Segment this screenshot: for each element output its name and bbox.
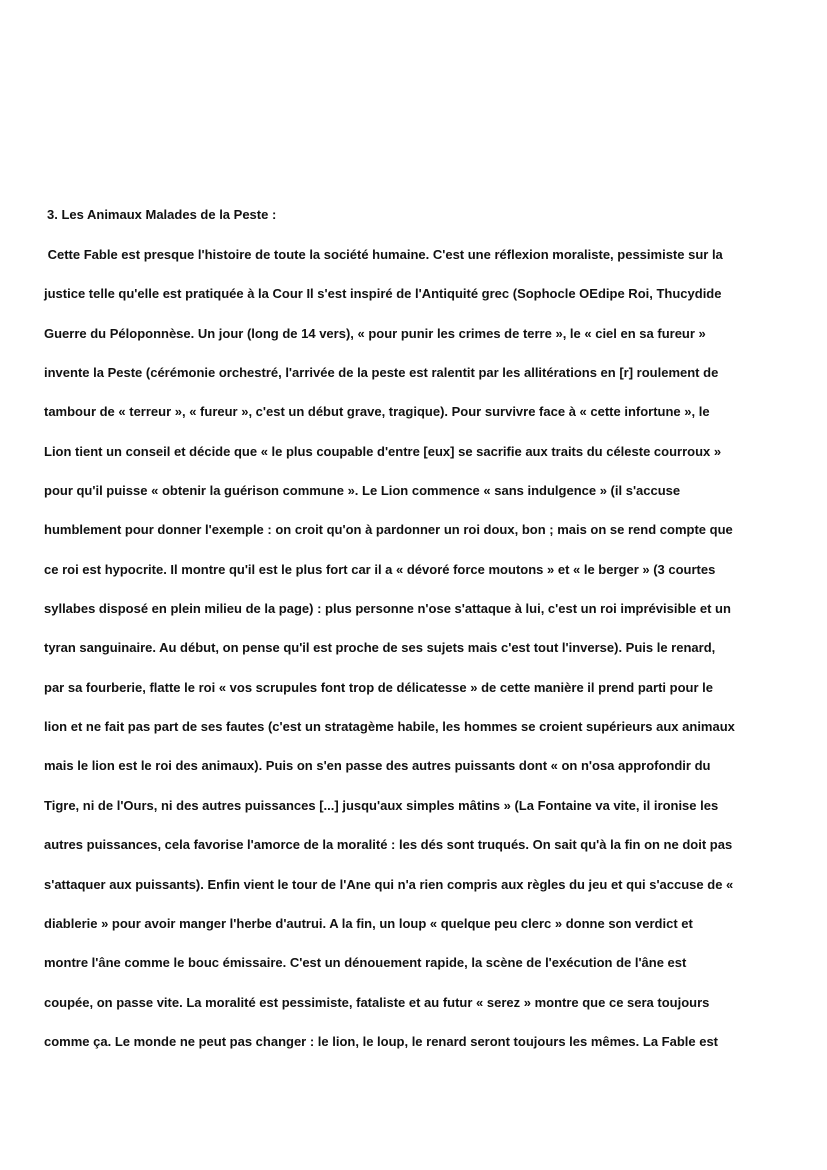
text-line: s'attaquer aux puissants). Enfin vient le tour de l'Ane qui n'a rien compris aux règles du jeu et qui s'accuse de « <box>44 876 734 892</box>
text-line: lion et ne fait pas part de ses fautes (c'est un stratagème habile, les hommes se croient supérieurs aux animaux <box>44 719 735 735</box>
text-line: montre l'âne comme le bouc émissaire. C'est un dénouement rapide, la scène de l'exécution de l'âne est <box>44 955 687 971</box>
text-line: Lion tient un conseil et décide que « le plus coupable d'entre [eux] se sacrifie aux traits du céleste courroux » <box>44 443 722 459</box>
text-line: tyran sanguinaire. Au début, on pense qu'il est proche de ses sujets mais c'est tout l'inverse). Puis le renard, <box>44 640 716 656</box>
text-line: comme ça. Le monde ne peut pas changer : le lion, le loup, le renard seront toujours les mêmes. La Fable est <box>44 1033 719 1049</box>
text-line: justice telle qu'elle est pratiquée à la Cour Il s'est inspiré de l'Antiquité grec (Sophocle OEdipe Roi, Thucydide <box>44 286 722 302</box>
text-line: diablerie » pour avoir manger l'herbe d'autrui. A la fin, un loup « quelque peu clerc » donne son verdict et <box>44 915 693 931</box>
text-line: Guerre du Péloponnèse. Un jour (long de 14 vers), « pour punir les crimes de terre », le « ciel en sa fureur » <box>44 325 706 341</box>
text-line: pour qu'il puisse « obtenir la guérison commune ». Le Lion commence « sans indulgence » (il s'accuse <box>44 483 681 499</box>
text-line: autres puissances, cela favorise l'amorce de la moralité : les dés sont truqués. On sait qu'à la fin on ne doit pas <box>44 837 733 853</box>
text-line: Tigre, ni de l'Ours, ni des autres puissances [...] jusqu'aux simples mâtins » (La Fontaine va vite, il ironise les <box>44 797 719 813</box>
text-line: ce roi est hypocrite. Il montre qu'il est le plus fort car il a « dévoré force moutons » et « le berger » (3 courtes <box>44 561 716 577</box>
section-heading: 3. Les Animaux Malades de la Peste : <box>47 207 277 222</box>
body-paragraph <box>44 246 794 1072</box>
text-line: tambour de « terreur », « fureur », c'est un début grave, tragique). Pour survivre face à « cette infortune », le <box>44 404 710 420</box>
text-line: par sa fourberie, flatte le roi « vos scrupules font trop de délicatesse » de cette manière il prend parti pour le <box>44 679 713 695</box>
text-line: invente la Peste (cérémonie orchestré, l'arrivée de la peste est ralentit par les allitérations en [r] roulement de <box>44 365 719 381</box>
text-line: coupée, on passe vite. La moralité est pessimiste, fataliste et au futur « serez » montre que ce sera toujours <box>44 994 710 1010</box>
text-line: mais le lion est le roi des animaux). Puis on s'en passe des autres puissants dont « on n'osa approfondir du <box>44 758 711 774</box>
text-line: syllabes disposé en plein milieu de la page) : plus personne n'ose s'attaque à lui, c'est un roi imprévisible et un <box>44 601 731 617</box>
text-line: Cette Fable est presque l'histoire de toute la société humaine. C'est une réflexion moraliste, pessimiste sur la <box>44 247 723 262</box>
text-line: humblement pour donner l'exemple : on croit qu'on à pardonner un roi doux, bon ; mais on se rend compte que <box>44 522 733 538</box>
